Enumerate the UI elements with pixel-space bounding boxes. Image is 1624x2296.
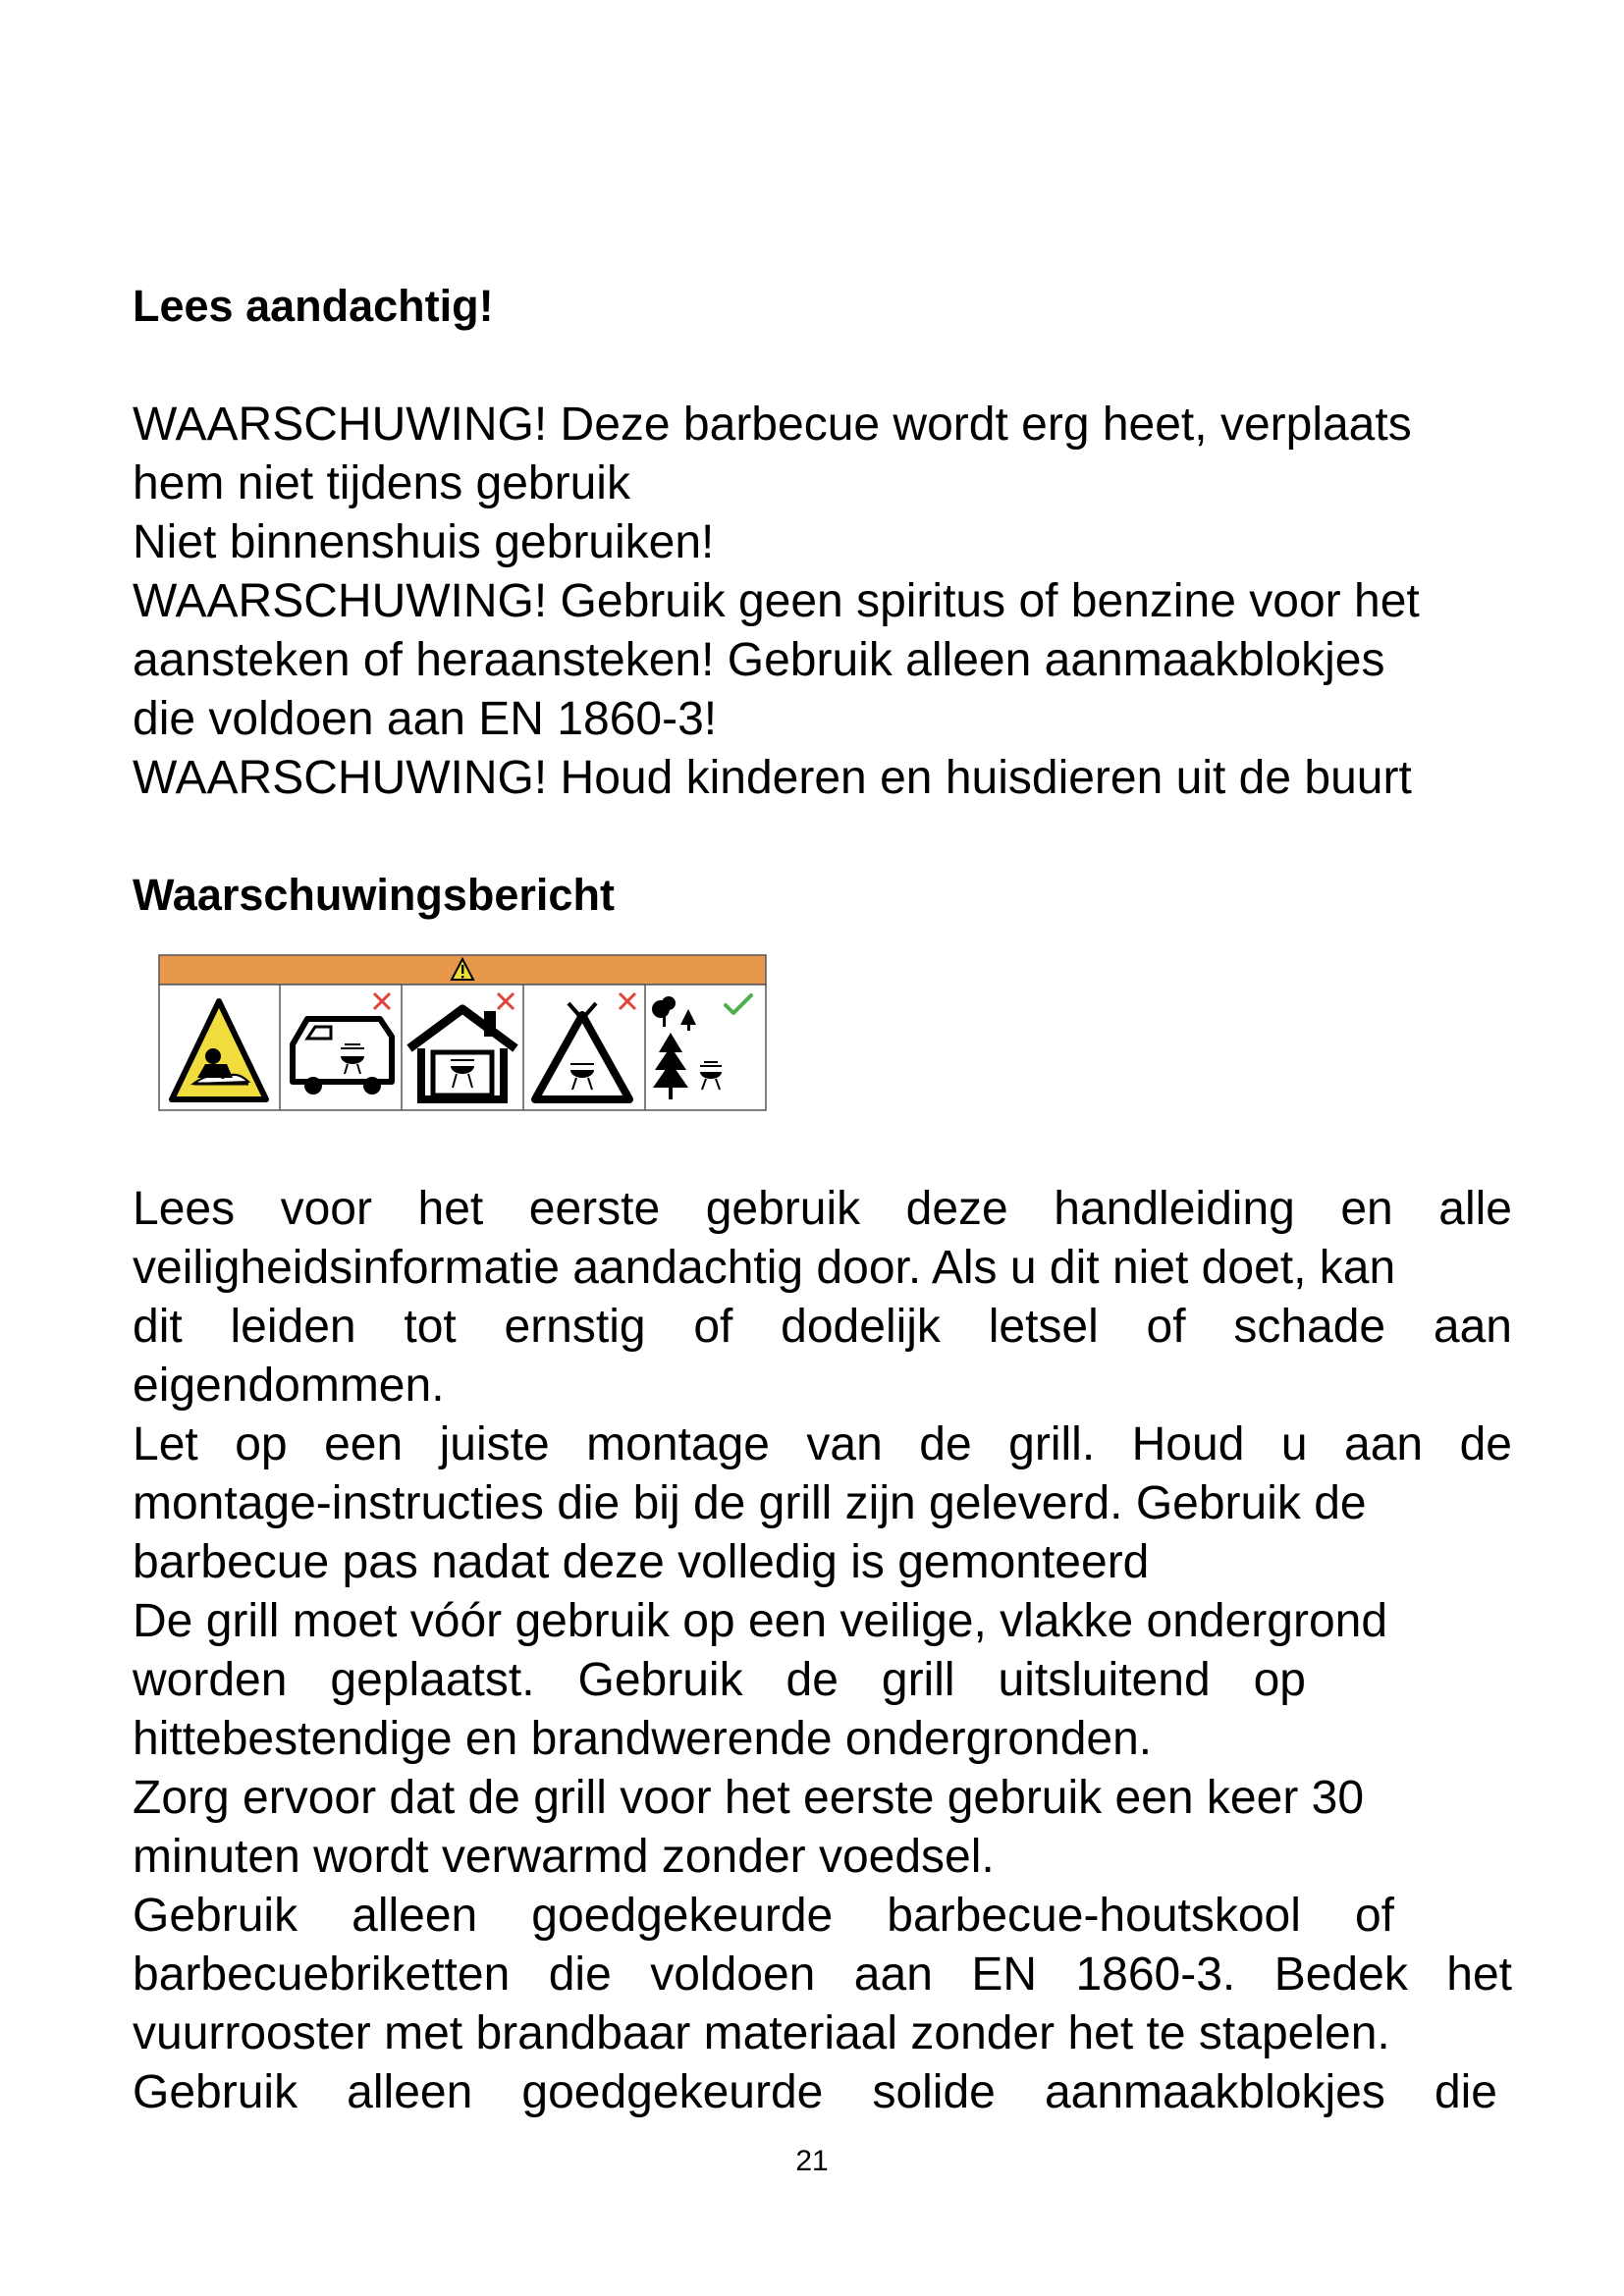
heading-read-carefully: Lees aandachtig! (133, 281, 494, 331)
heading-warning-message: Waarschuwingsbericht (133, 870, 615, 920)
warning-line: WAARSCHUWING! Deze barbecue wordt erg heet, verplaats (133, 399, 1412, 451)
body-line: Lees voor het eerste gebruik deze handleiding en alle (133, 1183, 1512, 1235)
warning-line: WAARSCHUWING! Gebruik geen spiritus of benzine voor het (133, 575, 1420, 627)
warning-line: hem niet tijdens gebruik (133, 457, 630, 509)
warning-line: die voldoen aan EN 1860-3! (133, 693, 718, 745)
body-line: Zorg ervoor dat de grill voor het eerste gebruik een keer 30 (133, 1772, 1365, 1824)
body-line: De grill moet vóór gebruik op een veilige, vlakke ondergrond (133, 1595, 1388, 1647)
warning-line: aansteken of heraansteken! Gebruik alleen aanmaakblokjes (133, 634, 1385, 686)
warning-line: WAARSCHUWING! Houd kinderen en huisdieren uit de buurt (133, 752, 1412, 804)
body-line: barbecue pas nadat deze volledig is gemonteerd (133, 1536, 1150, 1588)
page-number: 21 (795, 2145, 829, 2177)
body-line: eigendommen. (133, 1360, 445, 1412)
body-line: Gebruik alleen goedgekeurde solide aanmaakblokjes die (133, 2066, 1497, 2118)
body-line: hittebestendige en brandwerende ondergronden. (133, 1713, 1153, 1765)
body-line: Let op een juiste montage van de grill. Houd u aan de (133, 1418, 1512, 1470)
body-line: veiligheidsinformatie aandachtig door. Als u dit niet doet, kan (133, 1242, 1396, 1294)
warning-pictogram (158, 954, 767, 1111)
body-line: worden geplaatst. Gebruik de grill uitsluitend op (133, 1654, 1306, 1706)
body-line: minuten wordt verwarmd zonder voedsel. (133, 1831, 995, 1883)
warning-line: Niet binnenshuis gebruiken! (133, 516, 715, 568)
body-line: Gebruik alleen goedgekeurde barbecue-houtskool of (133, 1890, 1394, 1942)
body-line: barbecuebriketten die voldoen aan EN 1860-3. Bedek het (133, 1949, 1512, 2001)
body-line: montage-instructies die bij de grill zijn geleverd. Gebruik de (133, 1477, 1367, 1529)
body-line: vuurrooster met brandbaar materiaal zonder het te stapelen. (133, 2007, 1390, 2059)
document-page (133, 0, 1546, 2296)
body-line: dit leiden tot ernstig of dodelijk letsel of schade aan (133, 1301, 1512, 1353)
